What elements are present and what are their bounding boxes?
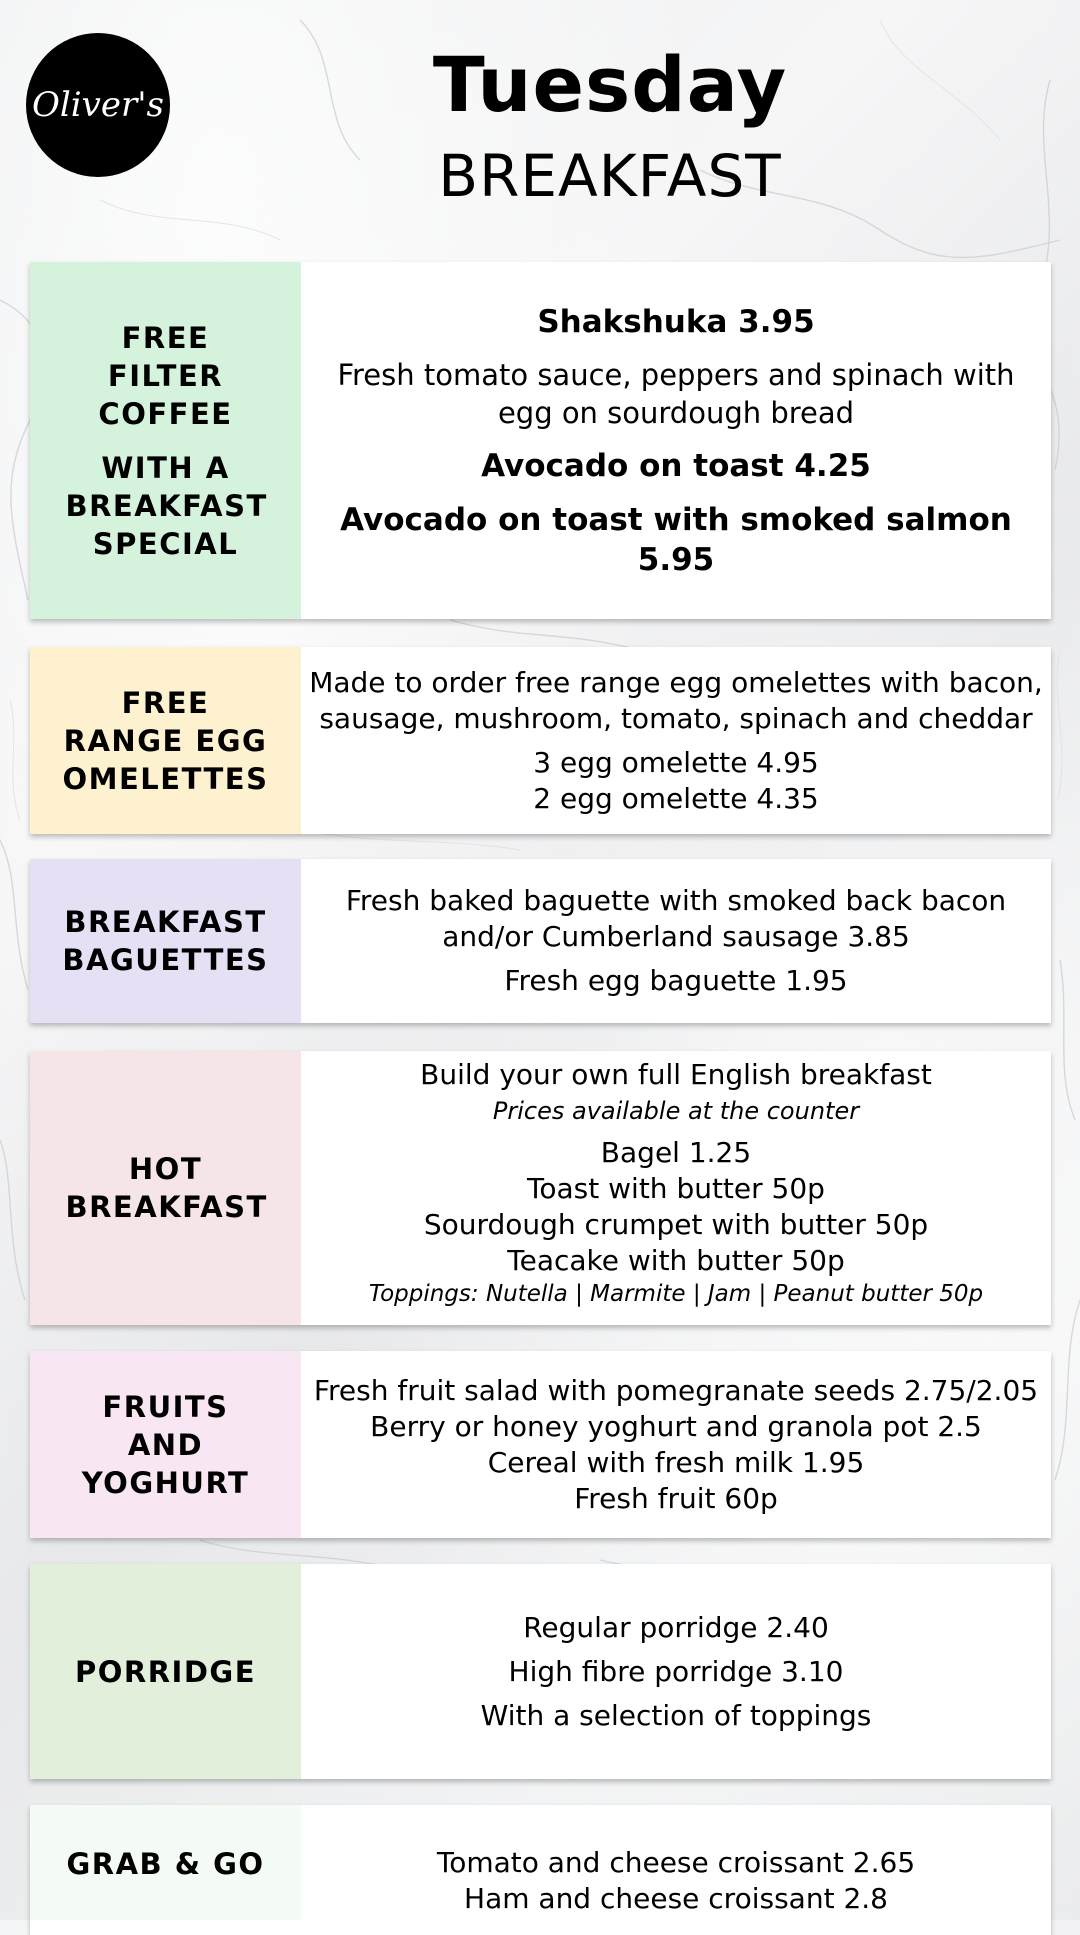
section-label [30, 1051, 301, 1325]
section-coffee-specials [30, 262, 1051, 619]
menu-item: Avocado on toast with smoked salmon 5.95 [340, 501, 1012, 578]
label-line: FREE RANGE EGG OMELETTES [62, 685, 269, 796]
label-line: HOT BREAKFAST [65, 1152, 268, 1224]
menu-item: Fresh egg baguette 1.95 [504, 964, 848, 997]
section-label [30, 1805, 301, 1920]
menu-item: Ham and cheese croissant 2.8 [464, 1882, 888, 1915]
day-title: Tuesday [432, 40, 788, 129]
menu-item: Shakshuka 3.95 [537, 303, 815, 340]
menu-item: 2 egg omelette 4.35 [533, 781, 819, 815]
label-line: FREE FILTER COFFEE [98, 320, 233, 431]
logo-text: Oliver's [32, 85, 164, 125]
menu-item: Bagel 1.25 [600, 1136, 752, 1169]
section-label [30, 647, 301, 834]
menu-item: High fibre porridge 3.10 [508, 1654, 844, 1688]
label-line: BREAKFAST BAGUETTES [62, 905, 269, 977]
menu-item: Regular porridge 2.40 [523, 1610, 829, 1644]
menu-item: Tomato and cheese croissant 2.65 [436, 1846, 916, 1879]
section-content [301, 1805, 1051, 1935]
menu-item: Cereal with fresh milk 1.95 [487, 1445, 865, 1479]
menu-item: Teacake with butter 50p [507, 1244, 845, 1277]
menu-item: 3 egg omelette 4.95 [533, 745, 819, 779]
label-line: GRAB & GO [66, 1847, 265, 1881]
label-line: WITH A BREAKFAST SPECIAL [65, 450, 268, 561]
label-line: FRUITS AND YOGHURT [81, 1389, 250, 1500]
meal-title: BREAKFAST [438, 142, 782, 210]
menu-item-description: Fresh tomato sauce, peppers and spinach with egg on sourdough bread [337, 357, 1015, 430]
section-label [30, 1564, 301, 1779]
section-label [30, 1351, 301, 1538]
menu-toppings: Toppings: Nutella | Marmite | Jam | Peanut butter 50p [368, 1281, 984, 1307]
section-porridge [30, 1564, 1051, 1779]
menu-item: Sourdough crumpet with butter 50p [423, 1208, 929, 1241]
section-content [301, 859, 1051, 1023]
section-content [301, 262, 1051, 619]
menu-item: Fresh fruit 60p [574, 1481, 778, 1515]
section-content [301, 1351, 1051, 1538]
menu-item-description: Made to order free range egg omelettes with bacon, sausage, mushroom, tomato, spinach and cheddar [309, 665, 1043, 735]
menu-item: Fresh baked baguette with smoked back bacon and/or Cumberland sausage 3.85 [345, 884, 1007, 953]
menu-note: Prices available at the counter [492, 1097, 860, 1125]
menu-item: Berry or honey yoghurt and granola pot 2.5 [370, 1409, 982, 1443]
menu-item: Fresh fruit salad with pomegranate seeds 2.75/2.05 [313, 1373, 1039, 1407]
section-baguettes [30, 859, 1051, 1023]
menu-item: Toast with butter 50p [527, 1172, 825, 1205]
section-content [301, 1564, 1051, 1779]
menu-item: With a selection of toppings [480, 1698, 872, 1732]
section-label [30, 859, 301, 1023]
section-label [30, 262, 301, 619]
label-line: PORRIDGE [74, 1654, 257, 1689]
section-content [301, 647, 1051, 834]
section-content [301, 1051, 1051, 1325]
section-fruits-yoghurt [30, 1351, 1051, 1538]
menu-item: Avocado on toast 4.25 [481, 447, 871, 484]
menu-item: Build your own full English breakfast [420, 1058, 932, 1091]
section-hot-breakfast [30, 1051, 1051, 1325]
section-grab-and-go [30, 1805, 1051, 1935]
section-omelettes [30, 647, 1051, 834]
